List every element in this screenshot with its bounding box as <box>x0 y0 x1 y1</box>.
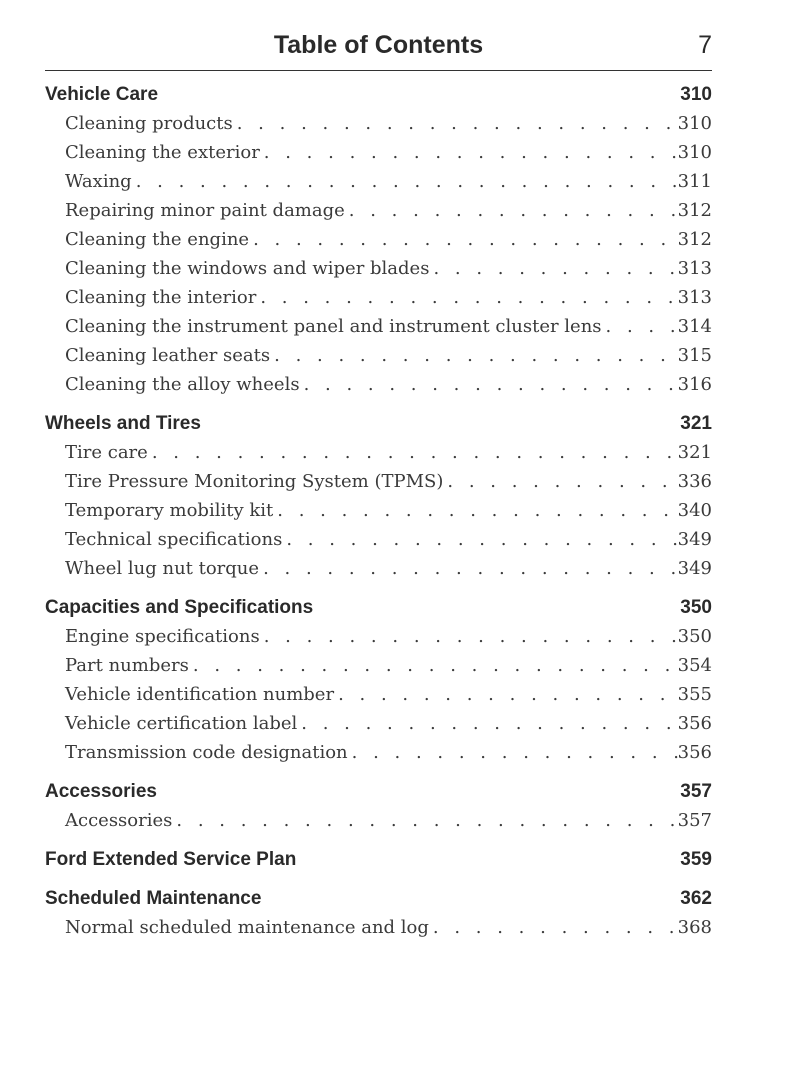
dot-leader <box>606 312 678 341</box>
dot-leader <box>253 225 678 254</box>
section-heading[interactable] <box>45 80 712 109</box>
dot-leader <box>286 525 677 554</box>
dot-leader <box>264 622 678 651</box>
section-title: Ford Extended Service Plan <box>45 849 297 870</box>
section-page: 350 <box>680 597 712 618</box>
dot-leader <box>193 651 678 680</box>
toc-entry[interactable] <box>45 496 712 525</box>
section-heading[interactable] <box>45 409 712 438</box>
entry-title: Cleaning the instrument panel and instrument cluster lens <box>65 316 602 337</box>
entry-page: 340 <box>677 500 712 521</box>
entry-title: Accessories <box>65 810 173 831</box>
section-heading[interactable] <box>45 845 712 874</box>
dot-leader <box>136 167 678 196</box>
toc-entry[interactable] <box>45 167 712 196</box>
entry-title: Temporary mobility kit <box>65 500 274 521</box>
dot-leader <box>264 138 678 167</box>
entry-page: 354 <box>677 655 712 676</box>
section-heading[interactable] <box>45 777 712 806</box>
entry-title: Cleaning products <box>65 113 233 134</box>
toc-entry[interactable] <box>45 196 712 225</box>
entry-title: Vehicle certification label <box>65 713 298 734</box>
entry-page: 313 <box>677 258 712 279</box>
toc-entry[interactable] <box>45 680 712 709</box>
dot-leader <box>338 680 678 709</box>
dot-leader <box>349 196 678 225</box>
entry-title: Repairing minor paint damage <box>65 200 345 221</box>
dot-leader <box>274 341 678 370</box>
dot-leader <box>301 709 677 738</box>
dot-leader <box>352 738 678 767</box>
toc-entry[interactable] <box>45 738 712 767</box>
entry-page: 356 <box>677 713 712 734</box>
dot-leader <box>433 254 677 283</box>
page-title: Table of Contents <box>273 31 484 59</box>
toc-entry[interactable] <box>45 622 712 651</box>
entry-title: Cleaning the windows and wiper blades <box>65 258 430 279</box>
toc-entry[interactable] <box>45 370 712 399</box>
entry-page: 310 <box>677 113 712 134</box>
entry-page: 311 <box>677 171 712 192</box>
entry-page: 349 <box>677 558 712 579</box>
page-header <box>45 28 712 71</box>
section-heading[interactable] <box>45 593 712 622</box>
entry-page: 312 <box>677 200 712 221</box>
section-page: 359 <box>680 849 712 870</box>
dot-leader <box>176 806 677 835</box>
toc-entry[interactable] <box>45 109 712 138</box>
page-number: 7 <box>698 31 712 59</box>
entry-page: 314 <box>677 316 712 337</box>
entry-title: Cleaning the interior <box>65 287 257 308</box>
entry-page: 350 <box>677 626 712 647</box>
dot-leader <box>433 913 678 942</box>
toc-entry[interactable] <box>45 438 712 467</box>
entry-title: Wheel lug nut torque <box>65 558 260 579</box>
dot-leader <box>277 496 677 525</box>
dot-leader <box>263 554 678 583</box>
section-title: Accessories <box>45 781 157 802</box>
entry-page: 356 <box>677 742 712 763</box>
entry-page: 336 <box>677 471 712 492</box>
section-title: Capacities and Specifications <box>45 597 314 618</box>
entry-page: 312 <box>677 229 712 250</box>
section-heading[interactable] <box>45 884 712 913</box>
entry-title: Cleaning the engine <box>65 229 250 250</box>
entry-page: 355 <box>677 684 712 705</box>
entry-page: 349 <box>677 529 712 550</box>
entry-page: 357 <box>677 810 712 831</box>
toc-section <box>45 80 712 399</box>
table-of-contents <box>45 80 712 952</box>
section-title: Scheduled Maintenance <box>45 888 262 909</box>
section-page: 321 <box>680 413 712 434</box>
toc-entry[interactable] <box>45 554 712 583</box>
toc-entry[interactable] <box>45 225 712 254</box>
toc-entry[interactable] <box>45 312 712 341</box>
toc-entry[interactable] <box>45 651 712 680</box>
entry-title: Normal scheduled maintenance and log <box>65 917 429 938</box>
entry-page: 368 <box>677 917 712 938</box>
toc-entry[interactable] <box>45 341 712 370</box>
entry-title: Cleaning the exterior <box>65 142 260 163</box>
dot-leader <box>152 438 678 467</box>
entry-title: Tire Pressure Monitoring System (TPMS) <box>65 471 444 492</box>
dot-leader <box>304 370 678 399</box>
toc-entry[interactable] <box>45 525 712 554</box>
dot-leader <box>447 467 677 496</box>
section-title: Wheels and Tires <box>45 413 201 434</box>
entry-title: Waxing <box>65 171 132 192</box>
entry-page: 315 <box>677 345 712 366</box>
entry-title: Tire care <box>65 442 148 463</box>
toc-section <box>45 884 712 942</box>
toc-entry[interactable] <box>45 254 712 283</box>
entry-title: Cleaning the alloy wheels <box>65 374 300 395</box>
toc-entry[interactable] <box>45 283 712 312</box>
entry-page: 313 <box>677 287 712 308</box>
entry-title: Technical specifications <box>65 529 283 550</box>
toc-section <box>45 777 712 835</box>
toc-entry[interactable] <box>45 806 712 835</box>
entry-title: Part numbers <box>65 655 189 676</box>
dot-leader <box>260 283 677 312</box>
entry-title: Vehicle identification number <box>65 684 335 705</box>
entry-title: Engine specifications <box>65 626 260 647</box>
toc-entry[interactable] <box>45 709 712 738</box>
entry-page: 316 <box>677 374 712 395</box>
entry-title: Transmission code designation <box>65 742 348 763</box>
toc-section <box>45 409 712 583</box>
toc-entry[interactable] <box>45 467 712 496</box>
dot-leader <box>237 109 678 138</box>
section-page: 357 <box>680 781 712 802</box>
entry-page: 321 <box>677 442 712 463</box>
toc-entry[interactable] <box>45 138 712 167</box>
section-title: Vehicle Care <box>45 84 159 105</box>
entry-title: Cleaning leather seats <box>65 345 271 366</box>
section-page: 362 <box>680 888 712 909</box>
toc-section <box>45 593 712 767</box>
toc-entry[interactable] <box>45 913 712 942</box>
section-page: 310 <box>680 84 712 105</box>
entry-page: 310 <box>677 142 712 163</box>
toc-section <box>45 845 712 874</box>
